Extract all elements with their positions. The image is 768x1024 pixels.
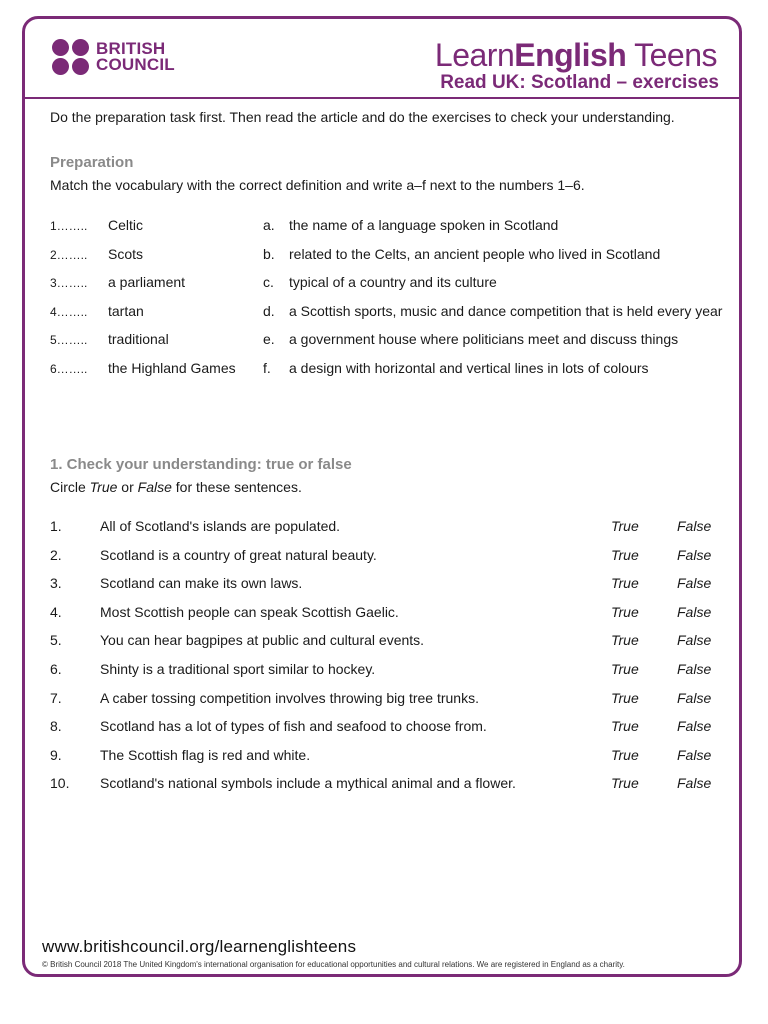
vocab-word: Celtic bbox=[108, 217, 144, 233]
logo-line2: COUNCIL bbox=[96, 55, 175, 74]
vocab-row bbox=[50, 217, 740, 237]
vocab-definition: related to the Celts, an ancient people who lived in Scotland bbox=[289, 245, 661, 262]
true-option[interactable]: True bbox=[611, 546, 639, 563]
true-false-row bbox=[50, 747, 740, 767]
vocab-letter: c. bbox=[263, 274, 274, 291]
item-statement: A caber tossing competition involves throwing big tree trunks. bbox=[100, 689, 479, 706]
vocab-number[interactable]: 6…….. bbox=[50, 362, 88, 376]
item-number: 9. bbox=[50, 746, 62, 763]
item-statement: Scotland's national symbols include a mythical animal and a flower. bbox=[100, 775, 516, 792]
false-option[interactable]: False bbox=[677, 603, 712, 620]
preparation-instruction: Match the vocabulary with the correct definition and write a–f next to the numbers 1–6. bbox=[50, 177, 585, 193]
vocab-letter: d. bbox=[263, 302, 275, 319]
vocab-number[interactable]: 5…….. bbox=[50, 333, 88, 348]
false-option[interactable]: False bbox=[677, 775, 712, 792]
item-statement: Scotland can make its own laws. bbox=[100, 575, 303, 592]
true-option[interactable]: True bbox=[611, 575, 639, 592]
exercise1-title: 1. Check your understanding: true or false bbox=[50, 456, 352, 473]
vocab-definition: typical of a country and its culture bbox=[289, 274, 497, 291]
brand-title: LearnEnglish Teens bbox=[434, 37, 717, 73]
footer-url[interactable]: www.britishcouncil.org/learnenglishteens bbox=[42, 937, 357, 956]
page-subtitle: Read UK: Scotland – exercises bbox=[440, 72, 719, 93]
vocab-row bbox=[50, 246, 740, 266]
footer-copyright: © British Council 2018 The United Kingdom's international organisation for educational opportunities and cultural relations. We are registered in England as a charity. bbox=[42, 960, 625, 969]
vocab-word: Scots bbox=[108, 245, 144, 262]
true-false-row bbox=[50, 575, 740, 595]
vocab-definition: a Scottish sports, music and dance competition that is held every year bbox=[289, 302, 723, 319]
item-number: 6. bbox=[50, 661, 62, 677]
vocab-number[interactable]: 1…….. bbox=[50, 219, 88, 233]
item-number: 4. bbox=[50, 603, 62, 620]
vocab-definition: a government house where politicians meet and discuss things bbox=[289, 331, 679, 348]
vocab-row bbox=[50, 360, 740, 380]
vocab-word: the Highland Games bbox=[108, 360, 236, 376]
item-number: 3. bbox=[50, 575, 62, 592]
vocab-letter: b. bbox=[263, 245, 275, 262]
vocab-letter: e. bbox=[263, 331, 275, 348]
item-number: 10. bbox=[50, 775, 70, 792]
true-option[interactable]: True bbox=[611, 603, 639, 620]
false-option[interactable]: False bbox=[677, 746, 712, 763]
item-statement: All of Scotland's islands are populated. bbox=[100, 518, 341, 534]
logo-line1: BRITISH bbox=[96, 39, 166, 58]
logo-dots-icon bbox=[52, 39, 90, 75]
true-option[interactable]: True bbox=[611, 689, 639, 706]
item-statement: Scotland has a lot of types of fish and seafood to choose from. bbox=[100, 718, 487, 735]
item-number: 8. bbox=[50, 718, 62, 735]
true-false-row bbox=[50, 632, 740, 652]
vocab-row bbox=[50, 303, 740, 323]
vocab-letter: f. bbox=[263, 360, 271, 376]
item-number: 1. bbox=[50, 518, 62, 534]
vocab-word: a parliament bbox=[108, 274, 186, 291]
vocab-definition: the name of a language spoken in Scotland bbox=[289, 217, 559, 233]
false-option[interactable]: False bbox=[677, 661, 712, 677]
false-option[interactable]: False bbox=[677, 689, 712, 706]
item-statement: Most Scottish people can speak Scottish Gaelic. bbox=[100, 603, 399, 620]
vocab-number[interactable]: 2…….. bbox=[50, 247, 88, 262]
true-false-row bbox=[50, 775, 740, 795]
true-false-row bbox=[50, 718, 740, 738]
true-option[interactable]: True bbox=[611, 632, 639, 649]
vocab-number[interactable]: 4…….. bbox=[50, 304, 88, 319]
vocab-definition: a design with horizontal and vertical lines in lots of colours bbox=[289, 360, 649, 376]
true-false-row bbox=[50, 690, 740, 710]
exercise1-instruction: Circle True or False for these sentences. bbox=[50, 479, 302, 495]
header-divider bbox=[25, 97, 739, 99]
true-option[interactable]: True bbox=[611, 746, 639, 763]
false-option[interactable]: False bbox=[677, 575, 712, 592]
true-option[interactable]: True bbox=[611, 775, 639, 792]
intro-text: Do the preparation task first. Then read the article and do the exercises to check your understanding. bbox=[50, 109, 675, 125]
vocab-letter: a. bbox=[263, 217, 275, 233]
item-number: 5. bbox=[50, 632, 62, 649]
item-number: 7. bbox=[50, 689, 62, 706]
false-option[interactable]: False bbox=[677, 718, 712, 735]
vocab-number[interactable]: 3…….. bbox=[50, 276, 88, 291]
british-council-logo bbox=[52, 39, 175, 75]
preparation-title: Preparation bbox=[50, 154, 134, 171]
true-false-row bbox=[50, 547, 740, 567]
item-statement: The Scottish flag is red and white. bbox=[100, 746, 311, 763]
item-number: 2. bbox=[50, 546, 62, 563]
true-option[interactable]: True bbox=[611, 661, 639, 677]
true-false-row bbox=[50, 518, 740, 538]
item-statement: Scotland is a country of great natural beauty. bbox=[100, 546, 377, 563]
true-false-row bbox=[50, 604, 740, 624]
item-statement: You can hear bagpipes at public and cultural events. bbox=[100, 632, 425, 649]
vocab-row bbox=[50, 331, 740, 351]
true-false-row bbox=[50, 661, 740, 681]
vocab-row bbox=[50, 274, 740, 294]
false-option[interactable]: False bbox=[677, 546, 712, 563]
page-frame bbox=[22, 16, 742, 977]
false-option[interactable]: False bbox=[677, 518, 712, 534]
vocab-word: tartan bbox=[108, 302, 144, 319]
true-option[interactable]: True bbox=[611, 518, 639, 534]
header bbox=[25, 19, 739, 99]
false-option[interactable]: False bbox=[677, 632, 712, 649]
vocab-word: traditional bbox=[108, 331, 169, 348]
item-statement: Shinty is a traditional sport similar to hockey. bbox=[100, 661, 376, 677]
true-option[interactable]: True bbox=[611, 718, 639, 735]
